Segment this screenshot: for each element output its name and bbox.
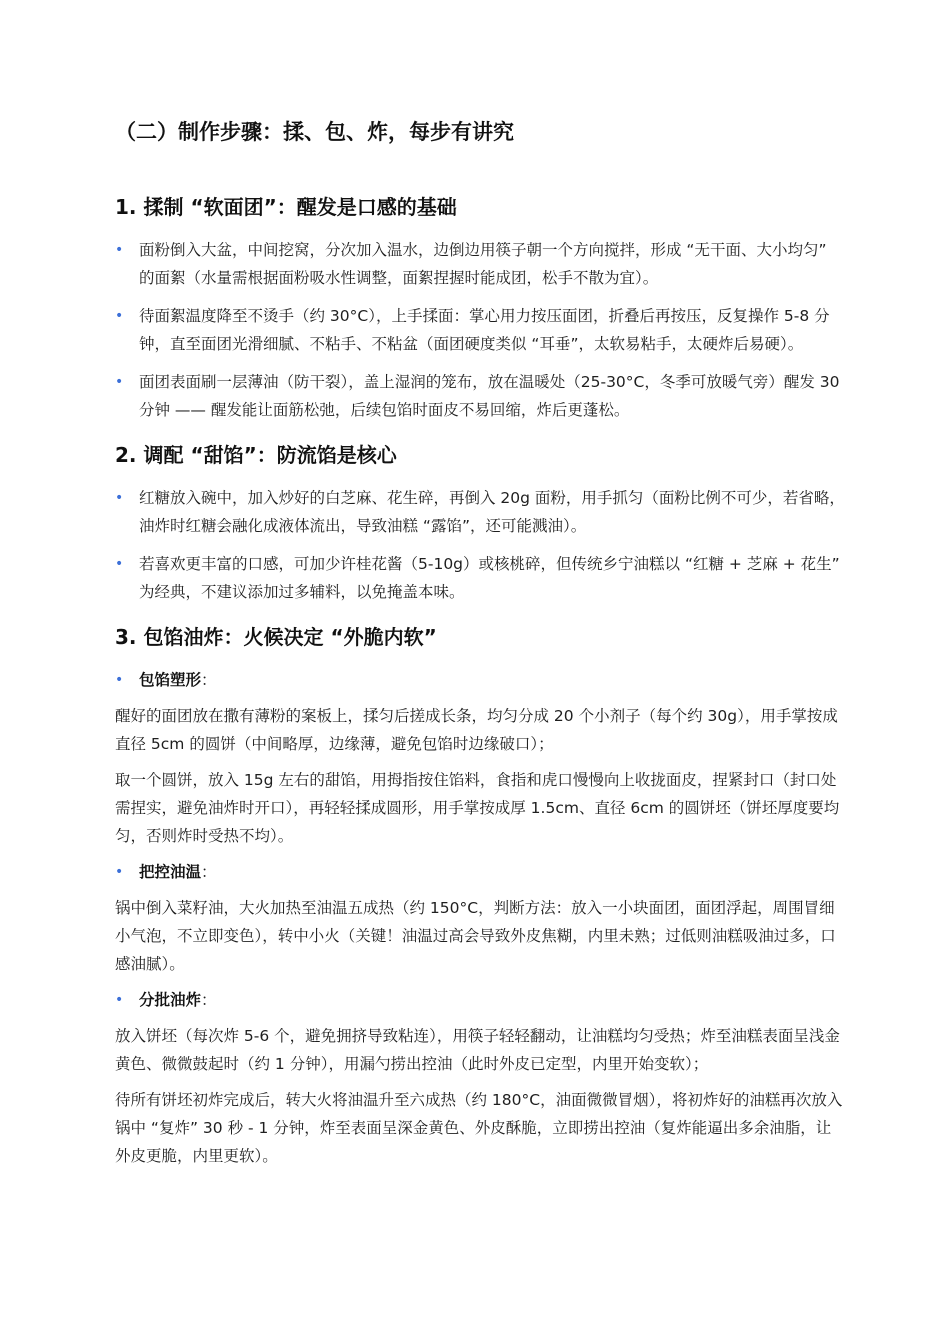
section-2-list — [115, 484, 845, 606]
list-item-text: 面团表面刷一层薄油（防干裂），盖上湿润的笼布，放在温暖处（25-30°C，冬季可放暖气旁）醒发 30 分钟 —— 醒发能让面筋松弛，后续包馅时面皮不易回缩，炸后更蓬松。 — [139, 373, 840, 419]
bullet-icon: • — [115, 556, 124, 572]
bullet-icon: • — [115, 374, 124, 390]
list-item — [115, 368, 845, 424]
paragraph: 取一个圆饼，放入 15g 左右的甜馅，用拇指按住馅料，食指和虎口慢慢向上收拢面皮，捏紧封口（封口处需捏实，避免油炸时开口），再轻轻揉成圆形，用手掌按成厚 1.5cm、直径 6cm 的圆饼坯（饼坯厚度要均匀，否则炸时受热不均）。 — [115, 771, 840, 845]
subsection-heading-colon: ： — [201, 863, 217, 881]
list-item — [115, 236, 845, 292]
subsection-heading-label: 把控油温 — [139, 863, 202, 881]
subsection-heading-colon: ： — [201, 991, 217, 1009]
list-item-text: 待面絮温度降至不烫手（约 30°C），上手揉面：掌心用力按压面团，折叠后再按压，反复操作 5-8 分钟，直至面团光滑细腻、不粘手、不粘盆（面团硬度类似 “耳垂”，太软易粘手，太硬炸后易硬）。 — [139, 307, 830, 353]
bullet-icon: • — [115, 992, 124, 1008]
paragraph: 醒好的面团放在撒有薄粉的案板上，揉匀后搓成长条，均匀分成 20 个小剂子（每个约 30g），用手掌按成直径 5cm 的圆饼（中间略厚，边缘薄，避免包馅时边缘破口）； — [115, 707, 838, 753]
list-item-text: 若喜欢更丰富的口感，可加少许桂花酱（5-10g）或核桃碎，但传统乡宁油糕以 “红糖 + 芝麻 + 花生” 为经典，不建议添加过多辅料，以免掩盖本味。 — [139, 555, 840, 601]
bullet-icon: • — [115, 308, 124, 324]
list-item — [115, 302, 845, 358]
bullet-icon: • — [115, 242, 124, 258]
section-1-title: 1. 揉制 “软面团”：醒发是口感的基础 — [115, 195, 457, 219]
subsection-heading — [115, 666, 845, 694]
subsection-heading — [115, 858, 845, 886]
bullet-icon: • — [115, 672, 124, 688]
subsection-heading-colon: ： — [201, 671, 217, 689]
document-page — [115, 112, 845, 1170]
paragraph: 待所有饼坯初炸完成后，转大火将油温升至六成热（约 180°C，油面微微冒烟），将初炸好的油糕再次放入锅中 “复炸” 30 秒 - 1 分钟，炸至表面呈深金黄色、外皮酥脆，立即捞出控油（复炸能逼出多余油脂，让外皮更脆，内里更软）。 — [115, 1091, 843, 1165]
bullet-icon: • — [115, 490, 124, 506]
subsection-heading-label: 包馅塑形 — [139, 671, 202, 689]
paragraph: 锅中倒入菜籽油，大火加热至油温五成热（约 150°C，判断方法：放入一小块面团，面团浮起，周围冒细小气泡，不立即变色），转中小火（关键！油温过高会导致外皮焦糊，内里未熟；过低则油糕吸油过多，口感油腻）。 — [115, 899, 836, 973]
list-item — [115, 484, 845, 540]
list-item — [115, 550, 845, 606]
page-title: （二）制作步骤：揉、包、炸，每步有讲究 — [115, 120, 514, 144]
paragraph: 放入饼坯（每次炸 5-6 个，避免拥挤导致粘连），用筷子轻轻翻动，让油糕均匀受热；炸至油糕表面呈浅金黄色、微微鼓起时（约 1 分钟），用漏勺捞出控油（此时外皮已定型，内里开始变软）； — [115, 1027, 840, 1073]
section-1-list — [115, 236, 845, 424]
bullet-icon: • — [115, 864, 124, 880]
subsection-heading-label: 分批油炸 — [139, 991, 202, 1009]
section-2-title: 2. 调配 “甜馅”：防流馅是核心 — [115, 443, 397, 467]
list-item-text: 面粉倒入大盆，中间挖窝，分次加入温水，边倒边用筷子朝一个方向搅拌，形成 “无干面、大小均匀” 的面絮（水量需根据面粉吸水性调整，面絮捏握时能成团，松手不散为宜）。 — [139, 241, 827, 287]
subsection-heading — [115, 986, 845, 1014]
list-item-text: 红糖放入碗中，加入炒好的白芝麻、花生碎，再倒入 20g 面粉，用手抓匀（面粉比例不可少，若省略，油炸时红糖会融化成液体流出，导致油糕 “露馅”，还可能溅油）。 — [139, 489, 845, 535]
section-3-title: 3. 包馅油炸：火候决定 “外脆内软” — [115, 625, 437, 649]
